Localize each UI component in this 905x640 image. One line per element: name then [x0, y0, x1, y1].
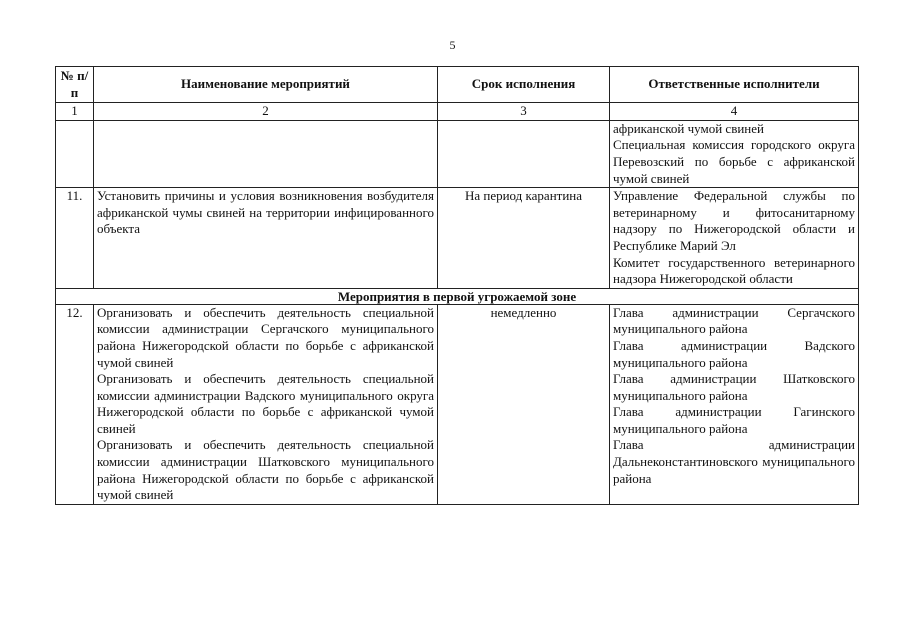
responsible-item: Глава администрации Шатковского муниципального района [613, 371, 855, 403]
header-num: № п/п [56, 67, 94, 103]
row-term: немедленно [438, 304, 610, 504]
measures-table [55, 66, 859, 505]
table-row [56, 304, 859, 504]
header-row [56, 67, 859, 103]
column-number: 4 [610, 103, 859, 121]
header-responsible: Ответственные исполнители [610, 67, 859, 103]
measure-item: Организовать и обеспечить деятельность специальной комиссии администрации Вадского муниципального округа Нижегородской области по борьбе с африканской чумой свиней [97, 371, 434, 436]
responsible-item: Глава администрации Вадского муниципального района [613, 337, 855, 370]
measure-item: Организовать и обеспечить деятельность специальной комиссии администрации Сергачского муниципального района Нижегородской области по борьбе с африканской чумой свиней [97, 304, 434, 370]
section-row [56, 288, 859, 304]
page-number: 5 [449, 38, 456, 52]
row-term-empty [438, 120, 610, 187]
header-term: Срок исполнения [438, 67, 610, 103]
responsible-item: Управление Федеральной службы по ветеринарному и фитосанитарному надзору по Нижегородской области и Республике Марий Эл [613, 188, 855, 253]
row-responsible [610, 304, 859, 504]
section-title: Мероприятия в первой угрожаемой зоне [56, 288, 859, 304]
row-responsible [610, 188, 859, 289]
table-row [56, 120, 859, 187]
responsible-item: Глава администрации Сергачского муниципального района [613, 304, 855, 337]
row-term: На период карантина [438, 188, 610, 289]
responsible-item: Комитет государственного ветеринарного надзора Нижегородской области [613, 254, 855, 287]
column-number-row [56, 103, 859, 121]
column-number: 1 [56, 103, 94, 121]
row-num: 11. [56, 188, 94, 289]
responsible-item: Специальная комиссия городского округа Перевозский по борьбе с африканской чумой свиней [613, 137, 855, 186]
row-num: 12. [56, 304, 94, 504]
row-responsible [610, 120, 859, 187]
column-number: 3 [438, 103, 610, 121]
responsible-item: африканской чумой свиней [613, 120, 764, 136]
row-name-empty [94, 120, 438, 187]
responsible-item: Глава администрации Гагинского муниципального района [613, 404, 855, 436]
responsible-item: Глава администрации Дальнеконстантиновского муниципального района [613, 437, 855, 486]
measure-item: Организовать и обеспечить деятельность специальной комиссии администрации Шатковского муниципального района Нижегородской области по борьбе с африканской чумой свиней [97, 437, 434, 503]
row-name: Установить причины и условия возникновения возбудителя африканской чумы свиней на территории инфицированного объекта [94, 188, 438, 289]
header-name: Наименование мероприятий [94, 67, 438, 103]
row-name [94, 304, 438, 504]
table-row [56, 188, 859, 289]
column-number: 2 [94, 103, 438, 121]
row-num-empty [56, 120, 94, 187]
